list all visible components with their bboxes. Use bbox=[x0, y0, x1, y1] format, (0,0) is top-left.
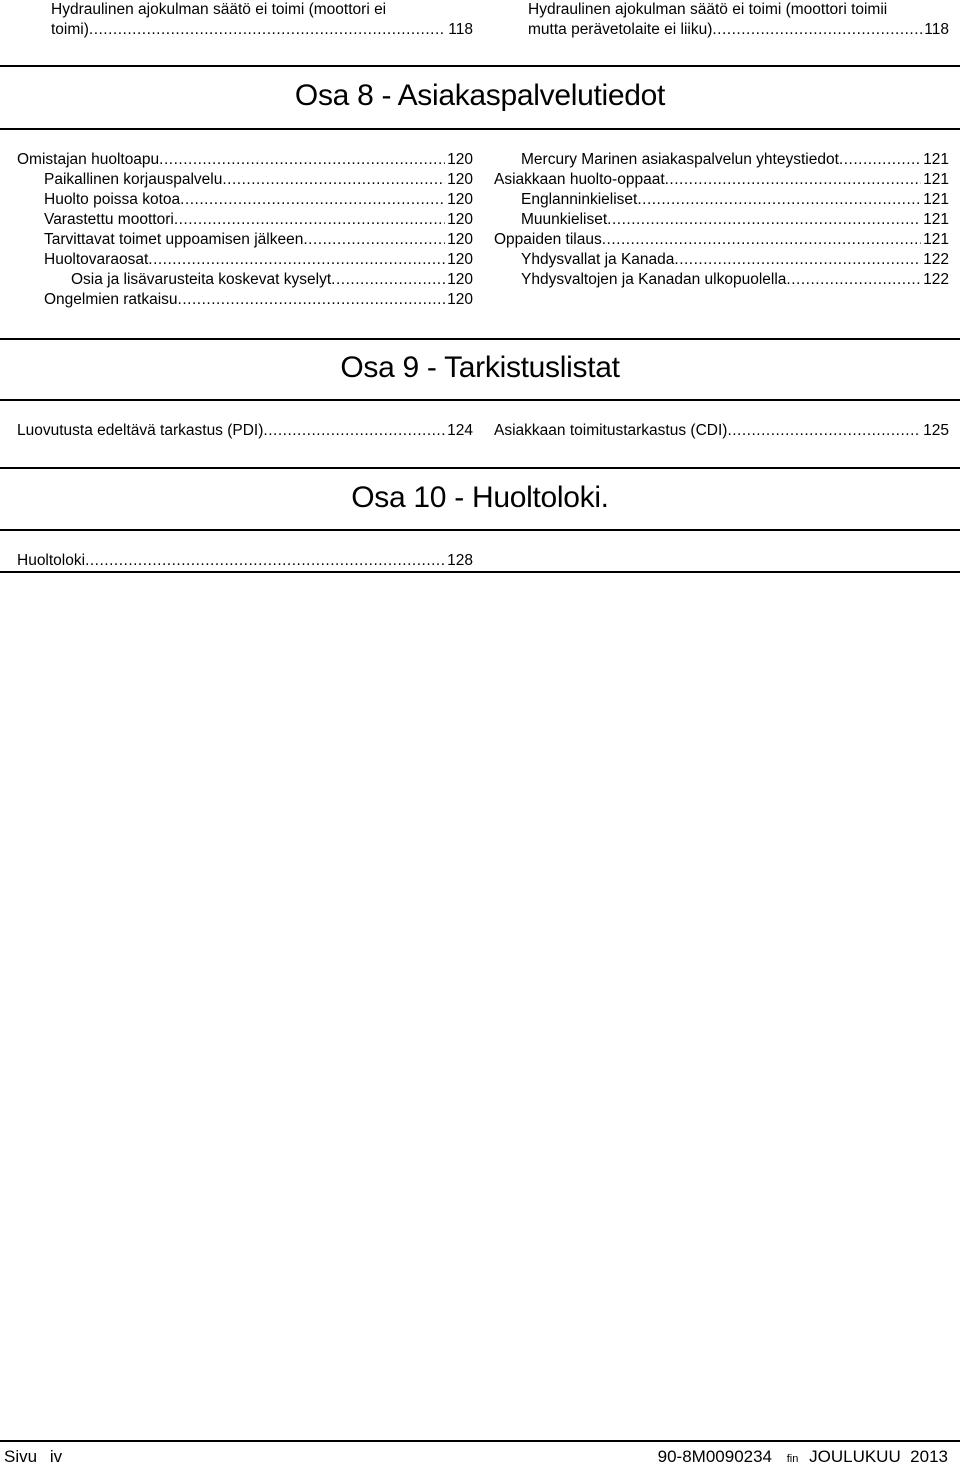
toc-entry-text: Luovutusta edeltävä tarkastus (PDI) bbox=[17, 422, 264, 439]
toc-page-number: 120 bbox=[447, 271, 473, 288]
toc-page-number: 121 bbox=[923, 231, 949, 248]
toc-leader-dots bbox=[637, 190, 921, 210]
toc-page-number: 125 bbox=[923, 422, 949, 439]
toc-page-number: 124 bbox=[447, 422, 473, 439]
toc-entry-text: Englanninkieliset bbox=[521, 191, 638, 208]
footer-label: Sivu bbox=[4, 1447, 38, 1466]
toc-page-number: 121 bbox=[923, 191, 949, 208]
toc-entry-text: Varastettu moottori bbox=[44, 211, 174, 228]
toc-page-number: 120 bbox=[447, 191, 473, 208]
toc-entry[interactable] bbox=[44, 290, 473, 310]
toc-entry-text: Yhdysvallat ja Kanada bbox=[521, 251, 675, 268]
toc-entry-text: mutta perävetolaite ei liiku) bbox=[528, 21, 713, 38]
toc-leader-dots bbox=[607, 210, 921, 230]
section-rule-end bbox=[0, 571, 960, 573]
toc-page-number: 120 bbox=[447, 231, 473, 248]
toc-leader-dots bbox=[174, 210, 445, 230]
toc-page-number: 121 bbox=[923, 211, 949, 228]
toc-entry[interactable] bbox=[521, 210, 949, 230]
toc-leader-dots bbox=[178, 290, 446, 310]
toc-entry[interactable] bbox=[17, 551, 473, 571]
toc-entry[interactable] bbox=[521, 190, 949, 210]
toc-entry[interactable] bbox=[17, 150, 473, 170]
footer-doc-code: 90-8M0090234 bbox=[657, 1447, 773, 1466]
section-heading-9: Osa 9 - Tarkistuslistat bbox=[340, 351, 620, 384]
toc-entry[interactable] bbox=[521, 150, 949, 170]
toc-leader-dots bbox=[159, 150, 445, 170]
toc-entry[interactable] bbox=[44, 250, 473, 270]
toc-entry[interactable] bbox=[521, 250, 949, 270]
toc-page-number: 121 bbox=[923, 151, 949, 168]
toc-entry-text: Huolto poissa kotoa bbox=[44, 191, 181, 208]
toc-entry-text: Ongelmien ratkaisu bbox=[44, 291, 178, 308]
toc-leader-dots bbox=[263, 421, 445, 441]
section-rule-bottom bbox=[0, 128, 960, 130]
toc-leader-dots bbox=[839, 150, 921, 170]
toc-leader-dots bbox=[712, 20, 922, 40]
toc-leader-dots bbox=[602, 230, 921, 250]
toc-page-number: 118 bbox=[448, 21, 473, 38]
toc-entry[interactable] bbox=[44, 170, 473, 190]
toc-page-number: 118 bbox=[924, 21, 949, 38]
toc-entry-hydraulic-engine-off[interactable] bbox=[51, 20, 473, 40]
toc-entry[interactable] bbox=[494, 170, 949, 190]
toc-entry-text: Tarvittavat toimet uppoamisen jälkeen bbox=[44, 231, 304, 248]
toc-page-number: 120 bbox=[447, 251, 473, 268]
section-heading-10: Osa 10 - Huoltoloki. bbox=[351, 481, 609, 514]
toc-entry-text: toimi) bbox=[51, 21, 89, 38]
toc-page-number: 120 bbox=[447, 171, 473, 188]
toc-page-number: 122 bbox=[923, 271, 949, 288]
toc-entry-text: Huoltovaraosat bbox=[44, 251, 149, 268]
toc-leader-dots bbox=[303, 230, 445, 250]
toc-entry-text: Oppaiden tilaus bbox=[494, 231, 602, 248]
toc-leader-dots bbox=[180, 190, 445, 210]
toc-leader-dots bbox=[222, 170, 445, 190]
toc-entry[interactable] bbox=[17, 421, 473, 441]
toc-leader-dots bbox=[148, 250, 445, 270]
footer-rule bbox=[0, 1440, 960, 1442]
toc-entry-text: Paikallinen korjauspalvelu bbox=[44, 171, 223, 188]
toc-entry[interactable] bbox=[494, 230, 949, 250]
footer-doc-info bbox=[658, 1447, 948, 1469]
toc-entry-hydraulic-engine-off-line1: Hydraulinen ajokulman säätö ei toimi (moottori ei bbox=[51, 1, 387, 18]
toc-page-number: 120 bbox=[447, 151, 473, 168]
toc-leader-dots bbox=[665, 170, 922, 190]
toc-entry-text: Asiakkaan huolto-oppaat bbox=[494, 171, 665, 188]
toc-page-number: 128 bbox=[447, 552, 473, 569]
toc-entry-text: Muunkieliset bbox=[521, 211, 608, 228]
toc-page-number: 120 bbox=[447, 291, 473, 308]
toc-entry[interactable] bbox=[71, 270, 473, 290]
toc-leader-dots bbox=[331, 270, 445, 290]
toc-entry-text: Mercury Marinen asiakaspalvelun yhteystiedot bbox=[521, 151, 839, 168]
section-rule-bottom bbox=[0, 399, 960, 401]
toc-entry-text: Huoltoloki bbox=[17, 552, 86, 569]
footer-page-number: iv bbox=[49, 1447, 63, 1466]
toc-page-number: 122 bbox=[923, 251, 949, 268]
toc-entry-text: Yhdysvaltojen ja Kanadan ulkopuolella bbox=[521, 271, 787, 288]
section-rule-top bbox=[0, 65, 960, 67]
toc-entry-text: Asiakkaan toimitustarkastus (CDI) bbox=[494, 422, 728, 439]
toc-entry[interactable] bbox=[521, 270, 949, 290]
footer-page-label bbox=[4, 1447, 62, 1467]
toc-entry[interactable] bbox=[494, 421, 949, 441]
toc-leader-dots bbox=[85, 551, 445, 571]
toc-page-number: 120 bbox=[447, 211, 473, 228]
footer-date: JOULUKUU 2013 bbox=[809, 1447, 948, 1466]
toc-entry-hydraulic-drive-line1: Hydraulinen ajokulman säätö ei toimi (moottori toimii bbox=[528, 1, 888, 18]
toc-leader-dots bbox=[786, 270, 921, 290]
toc-entry[interactable] bbox=[44, 190, 473, 210]
section-rule-top bbox=[0, 338, 960, 340]
toc-entry-hydraulic-drive[interactable] bbox=[528, 20, 949, 40]
toc-entry[interactable] bbox=[44, 210, 473, 230]
toc-leader-dots bbox=[89, 20, 446, 40]
toc-leader-dots bbox=[674, 250, 921, 270]
toc-entry-text: Omistajan huoltoapu bbox=[17, 151, 160, 168]
section-rule-top bbox=[0, 467, 960, 469]
section-rule-bottom bbox=[0, 529, 960, 531]
section-heading-8: Osa 8 - Asiakaspalvelutiedot bbox=[294, 79, 666, 112]
toc-page-number: 121 bbox=[923, 171, 949, 188]
toc-leader-dots bbox=[727, 421, 921, 441]
toc-entry-text: Osia ja lisävarusteita koskevat kyselyt bbox=[71, 271, 332, 288]
toc-entry[interactable] bbox=[44, 230, 473, 250]
footer-language: fin bbox=[786, 1453, 799, 1465]
